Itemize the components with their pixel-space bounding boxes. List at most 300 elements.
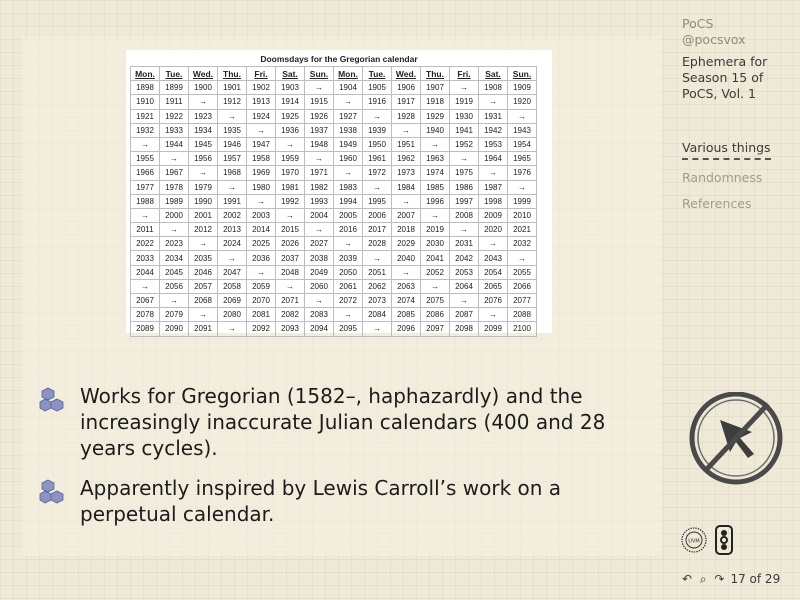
table-cell: 2003 [247,208,276,222]
table-cell: 1916 [363,95,392,109]
table-cell: 2007 [392,208,421,222]
table-cell: 2083 [305,308,334,322]
bullet-item [38,383,638,461]
table-cell: 1910 [131,95,160,109]
table-cell: 2023 [160,237,189,251]
table-cell: 2013 [218,223,247,237]
table-cell: 1995 [363,194,392,208]
table-cell: 2024 [218,237,247,251]
table-cell: 2021 [508,223,537,237]
table-cell: 2018 [392,223,421,237]
table-row [131,152,537,166]
table-cell: → [334,166,363,180]
table-cell: 2032 [508,237,537,251]
table-cell: 2064 [450,279,479,293]
doomsday-table [130,66,537,337]
doomsday-table-figure [126,50,552,333]
table-cell: → [305,294,334,308]
table-cell: 2049 [305,265,334,279]
table-cell: 1958 [247,152,276,166]
table-cell: 1977 [131,180,160,194]
table-cell: 1979 [189,180,218,194]
table-row [131,322,537,336]
table-cell: 1939 [363,123,392,137]
table-cell: 2016 [334,223,363,237]
table-cell: 1963 [421,152,450,166]
table-cell: → [276,208,305,222]
table-cell: → [218,180,247,194]
table-cell: 1954 [508,137,537,151]
table-cell: 1937 [305,123,334,137]
table-cell: 1933 [160,123,189,137]
table-cell: 2047 [218,265,247,279]
table-cell: 1915 [305,95,334,109]
table-cell: 2055 [508,265,537,279]
table-cell: 2006 [363,208,392,222]
table-cell: 1951 [392,137,421,151]
table-cell: 2098 [450,322,479,336]
table-cell: 1960 [334,152,363,166]
table-cell: → [363,180,392,194]
table-row [131,308,537,322]
table-row [131,109,537,123]
table-cell: 2036 [247,251,276,265]
section-nav [682,140,794,212]
table-cell: 1926 [305,109,334,123]
table-cell: 2096 [392,322,421,336]
table-cell: 2008 [450,208,479,222]
table-cell: → [508,109,537,123]
table-cell: 2081 [247,308,276,322]
table-cell: 1984 [392,180,421,194]
table-cell: 2029 [392,237,421,251]
table-cell: 2038 [305,251,334,265]
table-cell: 1932 [131,123,160,137]
column-header: Thu. [218,67,247,81]
table-cell: → [421,279,450,293]
table-cell: → [131,137,160,151]
nav-item-references[interactable]: References [682,196,752,211]
table-cell: 1899 [160,81,189,95]
table-cell: → [421,137,450,151]
table-cell: 1930 [450,109,479,123]
table-cell: 1957 [218,152,247,166]
nav-item-randomness[interactable]: Randomness [682,170,763,185]
table-cell: 1953 [479,137,508,151]
table-cell: 2002 [218,208,247,222]
table-cell: 1907 [421,81,450,95]
table-cell: 1988 [131,194,160,208]
table-cell: 2058 [218,279,247,293]
table-cell: 2084 [363,308,392,322]
table-cell: 1990 [189,194,218,208]
table-cell: 2043 [479,251,508,265]
table-row [131,95,537,109]
table-cell: 1903 [276,81,305,95]
table-cell: 2048 [276,265,305,279]
table-cell: 1985 [421,180,450,194]
sidebar [682,16,794,222]
table-cell: → [189,237,218,251]
table-cell: 1919 [450,95,479,109]
table-cell: 1996 [421,194,450,208]
table-cell: 2087 [450,308,479,322]
table-cell: → [131,208,160,222]
table-cell: → [450,152,479,166]
table-cell: 2004 [305,208,334,222]
table-cell: 1936 [276,123,305,137]
table-cell: 2079 [160,308,189,322]
table-cell: 2061 [334,279,363,293]
column-header: Sun. [508,67,537,81]
table-cell: 1983 [334,180,363,194]
table-cell: 1908 [479,81,508,95]
table-cell: 2009 [479,208,508,222]
table-cell: 1973 [392,166,421,180]
table-cell: 2028 [363,237,392,251]
table-cell: 2092 [247,322,276,336]
table-body [131,81,537,336]
table-cell: 2015 [276,223,305,237]
table-cell: → [508,251,537,265]
table-cell: 1905 [363,81,392,95]
table-cell: 2073 [363,294,392,308]
table-title: Doomsdays for the Gregorian calendar [260,54,418,64]
column-header: Tue. [160,67,189,81]
table-cell: 2065 [479,279,508,293]
bullet-item [38,475,638,527]
table-cell: 1902 [247,81,276,95]
table-cell: 1972 [363,166,392,180]
table-cell: 1992 [276,194,305,208]
table-cell: 1911 [160,95,189,109]
table-cell: 2026 [276,237,305,251]
table-cell: 1998 [479,194,508,208]
table-cell: 2046 [189,265,218,279]
table-cell: 2041 [421,251,450,265]
table-cell: → [334,308,363,322]
table-cell: → [160,294,189,308]
table-cell: 1980 [247,180,276,194]
table-cell: → [334,95,363,109]
table-cell: 2082 [276,308,305,322]
column-header: Fri. [247,67,276,81]
table-cell: 1914 [276,95,305,109]
table-cell: 2090 [160,322,189,336]
table-row [131,237,537,251]
table-cell: 1898 [131,81,160,95]
cubes-icon [38,479,68,505]
table-cell: → [363,322,392,336]
table-cell: 2076 [479,294,508,308]
nav-item-various-things[interactable]: Various things [682,140,771,160]
table-row [131,194,537,208]
table-cell: 2054 [479,265,508,279]
table-cell: 1970 [276,166,305,180]
bullet-text: Apparently inspired by Lewis Carroll’s work on a perpetual calendar. [80,476,562,526]
table-header-row [131,67,537,81]
table-cell: 1917 [392,95,421,109]
table-cell: 1901 [218,81,247,95]
deck-subtitle: Ephemera for Season 15 of PoCS, Vol. 1 [682,54,768,101]
table-cell: 2100 [508,322,537,336]
column-header: Sat. [479,67,508,81]
table-cell: 2089 [131,322,160,336]
table-cell: 1978 [160,180,189,194]
table-cell: 2088 [508,308,537,322]
table-cell: 1935 [218,123,247,137]
table-cell: 1969 [247,166,276,180]
table-cell: 2039 [334,251,363,265]
table-cell: 2063 [392,279,421,293]
table-row [131,251,537,265]
column-header: Sat. [276,67,305,81]
table-cell: 2062 [363,279,392,293]
table-cell: 1997 [450,194,479,208]
table-cell: 2031 [450,237,479,251]
table-cell: 2091 [189,322,218,336]
table-cell: 2075 [421,294,450,308]
table-cell: → [160,223,189,237]
table-cell: 1912 [218,95,247,109]
table-cell: 1940 [421,123,450,137]
column-header: Wed. [392,67,421,81]
table-row [131,223,537,237]
table-cell: → [450,294,479,308]
table-cell: 2040 [392,251,421,265]
table-cell: → [392,123,421,137]
table-cell: 1959 [276,152,305,166]
table-cell: 1955 [131,152,160,166]
table-row [131,166,537,180]
table-cell: 1989 [160,194,189,208]
table-cell: 1986 [450,180,479,194]
table-cell: → [392,265,421,279]
table-cell: 2000 [160,208,189,222]
table-cell: 2085 [392,308,421,322]
table-cell: 2070 [247,294,276,308]
table-cell: → [160,152,189,166]
table-cell: 1976 [508,166,537,180]
table-cell: 2019 [421,223,450,237]
table-cell: 2099 [479,322,508,336]
table-cell: 1971 [305,166,334,180]
table-cell: 2001 [189,208,218,222]
table-cell: 1924 [247,109,276,123]
table-row [131,123,537,137]
table-cell: → [189,166,218,180]
table-cell: 1944 [160,137,189,151]
table-cell: → [363,109,392,123]
table-cell: 1942 [479,123,508,137]
table-cell: → [189,308,218,322]
table-cell: 1964 [479,152,508,166]
table-cell: → [131,279,160,293]
table-cell: 2020 [479,223,508,237]
table-cell: → [450,223,479,237]
table-cell: 2025 [247,237,276,251]
table-cell: 1941 [450,123,479,137]
table-cell: 2035 [189,251,218,265]
table-cell: 1906 [392,81,421,95]
table-cell: 2051 [363,265,392,279]
table-cell: 1927 [334,109,363,123]
table-cell: 1999 [508,194,537,208]
table-cell: 1938 [334,123,363,137]
table-cell: → [276,279,305,293]
table-cell: 2078 [131,308,160,322]
table-cell: 1975 [450,166,479,180]
table-cell: → [334,237,363,251]
table-cell: 1934 [189,123,218,137]
table-cell: 2005 [334,208,363,222]
table-cell: 2037 [276,251,305,265]
table-cell: 2044 [131,265,160,279]
table-cell: 1920 [508,95,537,109]
table-cell: → [450,81,479,95]
table-cell: 1981 [276,180,305,194]
column-header: Tue. [363,67,392,81]
table-cell: 1966 [131,166,160,180]
table-row [131,208,537,222]
column-header: Mon. [131,67,160,81]
table-cell: 1993 [305,194,334,208]
table-cell: 2033 [131,251,160,265]
table-cell: 2034 [160,251,189,265]
table-cell: 2086 [421,308,450,322]
bullet-text: Works for Gregorian (1582–, haphazardly) and the increasingly inaccurate Julian calendars (400 and 28 years cycles). [80,384,606,460]
table-row [131,294,537,308]
table-cell: 2072 [334,294,363,308]
table-cell: 1947 [247,137,276,151]
table-cell: 1923 [189,109,218,123]
table-cell: 1962 [392,152,421,166]
table-cell: → [363,251,392,265]
table-cell: 1948 [305,137,334,151]
table-cell: 1949 [334,137,363,151]
table-cell: → [218,109,247,123]
table-cell: → [508,180,537,194]
table-cell: → [189,95,218,109]
uvm-vermont-logo-icon [680,522,740,558]
table-cell: 1994 [334,194,363,208]
table-cell: 2011 [131,223,160,237]
table-cell: 2093 [276,322,305,336]
course-handle: @pocsvox [682,32,746,47]
table-cell: 2069 [218,294,247,308]
course-name: PoCS [682,16,714,31]
table-cell: 2071 [276,294,305,308]
bullet-list [38,383,638,541]
column-header: Fri. [450,67,479,81]
table-cell: 1929 [421,109,450,123]
slide-nav-controls[interactable]: ↶ ⌕ ↷ [682,572,727,586]
table-cell: 1965 [508,152,537,166]
table-cell: 1946 [218,137,247,151]
table-cell: → [479,237,508,251]
table-cell: → [421,208,450,222]
table-cell: 2012 [189,223,218,237]
table-row [131,265,537,279]
table-cell: 2066 [508,279,537,293]
cubes-icon [38,387,68,413]
table-cell: 2030 [421,237,450,251]
table-cell: → [392,194,421,208]
table-cell: 1974 [421,166,450,180]
table-cell: 1967 [160,166,189,180]
table-cell: 2059 [247,279,276,293]
table-cell: 2053 [450,265,479,279]
table-cell: 1945 [189,137,218,151]
column-header: Sun. [305,67,334,81]
table-cell: → [305,81,334,95]
page-counter: 17 of 29 [730,572,781,586]
table-cell: 2014 [247,223,276,237]
table-cell: 2074 [392,294,421,308]
table-cell: → [479,308,508,322]
table-row [131,279,537,293]
table-cell: 1952 [450,137,479,151]
table-cell: → [247,194,276,208]
table-row [131,180,537,194]
table-cell: 2042 [450,251,479,265]
table-cell: → [247,123,276,137]
table-cell: 2022 [131,237,160,251]
table-cell: → [305,223,334,237]
table-cell: → [247,265,276,279]
table-cell: 2056 [160,279,189,293]
table-cell: 2060 [305,279,334,293]
table-cell: 2077 [508,294,537,308]
table-cell: 1982 [305,180,334,194]
table-cell: 2027 [305,237,334,251]
table-cell: 1904 [334,81,363,95]
table-cell: 2010 [508,208,537,222]
table-cell: 2050 [334,265,363,279]
table-cell: 1925 [276,109,305,123]
table-cell: → [305,152,334,166]
table-cell: 2068 [189,294,218,308]
table-cell: 2017 [363,223,392,237]
table-cell: 2094 [305,322,334,336]
table-cell: 1921 [131,109,160,123]
table-cell: 2045 [160,265,189,279]
column-header: Thu. [421,67,450,81]
table-cell: 1961 [363,152,392,166]
table-cell: 2057 [189,279,218,293]
table-cell: 1928 [392,109,421,123]
table-cell: 2052 [421,265,450,279]
table-cell: 1922 [160,109,189,123]
table-cell: 1913 [247,95,276,109]
column-header: Mon. [334,67,363,81]
table-cell: → [218,251,247,265]
table-cell: 1909 [508,81,537,95]
table-row [131,137,537,151]
table-cell: 1968 [218,166,247,180]
table-cell: → [218,322,247,336]
table-cell: 1918 [421,95,450,109]
table-cell: 2067 [131,294,160,308]
table-cell: 2097 [421,322,450,336]
no-cursor-badge-icon [686,392,786,492]
table-cell: → [276,137,305,151]
table-cell: → [479,95,508,109]
table-cell: 1950 [363,137,392,151]
table-cell: 1943 [508,123,537,137]
svg-text:UVM: UVM [688,538,700,545]
table-cell: 1956 [189,152,218,166]
